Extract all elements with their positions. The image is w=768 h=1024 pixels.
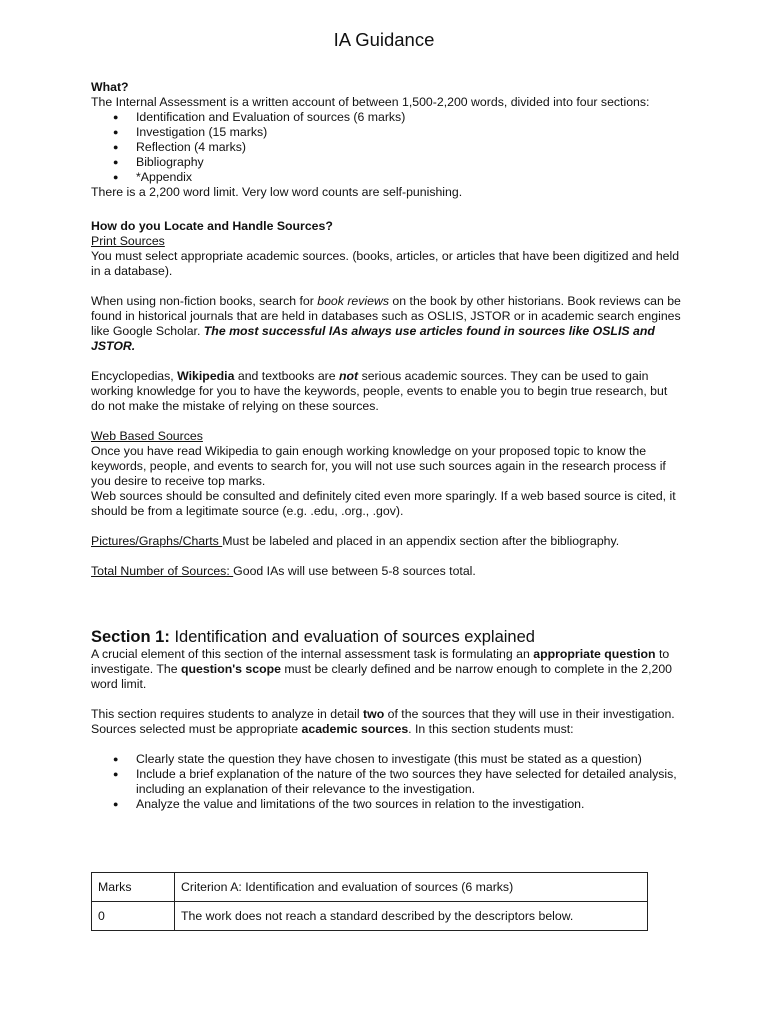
print-sources-text: You must select appropriate academic sources. (books, articles, or articles that have been digitized and held in a database). [91, 249, 680, 278]
list-item: ● Bibliography [91, 155, 681, 170]
section-1-paragraph-1: A crucial element of this section of the internal assessment task is formulating an appropriate question to investigate. The question's scope must be clearly defined and be narrow enough to complete in the 2,200 word limit. [91, 647, 673, 691]
encyclopedias-paragraph: Encyclopedias, Wikipedia and textbooks are not serious academic sources. They can be used to gain working knowledge for you to have the keywords, people, events to enable you to begin true research, but do not make the mistake of relying on these sources. [91, 369, 668, 413]
pictures-paragraph: Pictures/Graphs/Charts Must be labeled and placed in an appendix section after the bibliography. [91, 534, 620, 548]
list-item: ● *Appendix [91, 170, 681, 185]
print-sources-heading: Print Sources [91, 234, 165, 248]
page-title: IA Guidance [333, 29, 435, 50]
criterion-table [91, 872, 648, 931]
nonfiction-paragraph: When using non-fiction books, search for book reviews on the book by other historians. Book reviews can be found in historical journals that are held in databases such as OSLIS, JSTOR or in academic search engines like Google Scholar. The most successful IAs always use articles found in sources like OSLIS and JSTOR. [91, 294, 681, 353]
sections-list [91, 110, 681, 185]
web-sources-text-1: Once you have read Wikipedia to gain enough working knowledge on your proposed topic to know the keywords, people, and events to search for, you will not use such sources again in the research process if you desire to receive top marks. [91, 444, 666, 488]
marks-header: Marks [92, 873, 175, 902]
table-row [92, 902, 648, 931]
descriptor-cell: The work does not reach a standard described by the descriptors below. [175, 902, 648, 931]
list-item: ● Identification and Evaluation of sources (6 marks) [91, 110, 681, 125]
section-1-heading: Section 1: Identification and evaluation of sources explained [91, 628, 535, 646]
table-header-row [92, 873, 648, 902]
criterion-header: Criterion A: Identification and evaluation of sources (6 marks) [175, 873, 648, 902]
web-sources-heading: Web Based Sources [91, 429, 203, 443]
marks-cell: 0 [92, 902, 175, 931]
what-intro: The Internal Assessment is a written account of between 1,500-2,200 words, divided into four sections: [91, 95, 650, 109]
sources-heading: How do you Locate and Handle Sources? [91, 219, 333, 233]
list-item: ● Investigation (15 marks) [91, 125, 681, 140]
what-heading: What? [91, 80, 129, 94]
list-item: ● Clearly state the question they have chosen to investigate (this must be stated as a question) [91, 752, 681, 767]
list-item: ● Analyze the value and limitations of the two sources in relation to the investigation. [91, 797, 681, 812]
section-1-paragraph-2: This section requires students to analyze in detail two of the sources that they will use in their investigation. Sources selected must be appropriate academic sources. In this section students must: [91, 707, 675, 736]
list-item: ● Reflection (4 marks) [91, 140, 681, 155]
web-sources-text-2: Web sources should be consulted and definitely cited even more sparingly. If a web based source is cited, it should be from a legitimate source (e.g. .edu, .org., .gov). [91, 489, 676, 518]
list-item: ● Include a brief explanation of the nature of the two sources they have selected for detailed analysis, including an explanation of their relevance to the investigation. [91, 767, 681, 797]
word-limit-text: There is a 2,200 word limit. Very low word counts are self-punishing. [91, 185, 463, 199]
requirements-list [91, 752, 681, 812]
document-body [91, 80, 681, 812]
total-sources-paragraph: Total Number of Sources: Good IAs will use between 5-8 sources total. [91, 564, 476, 578]
